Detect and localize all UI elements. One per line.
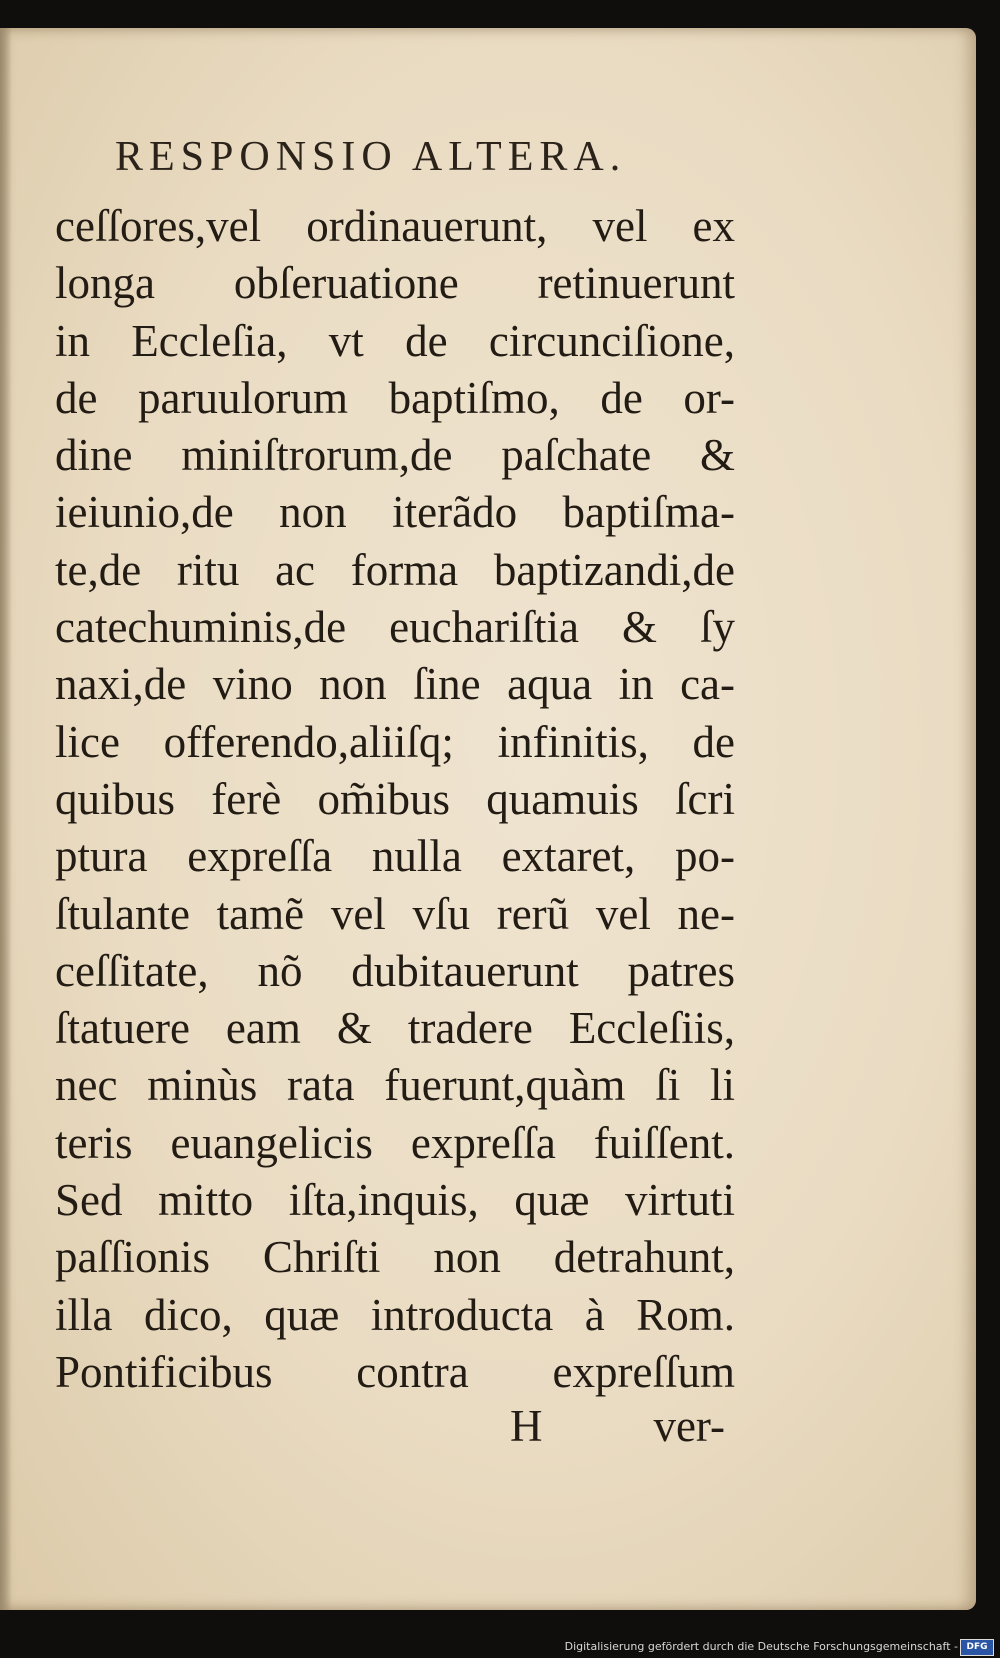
dfg-logo: DFG xyxy=(960,1639,994,1656)
text-line: te,de ritu ac forma baptizandi,de xyxy=(55,544,735,595)
digitization-credit: Digitalisierung gefördert durch die Deutsche Forschungsgemeinschaft - xyxy=(564,1640,958,1653)
text-line: lice offerendo,aliiſq; infinitis, de xyxy=(55,716,735,767)
book-page xyxy=(0,28,976,1610)
text-line: teris euangelicis expreſſa fuiſſent. xyxy=(55,1117,735,1168)
running-head: RESPONSIO ALTERA. xyxy=(115,134,627,180)
text-line: catechuminis,de euchariſtia & ſy xyxy=(55,602,735,653)
text-line: longa obſeruatione retinuerunt xyxy=(55,258,735,309)
text-line: Sed mitto iſta,inquis, quæ virtuti xyxy=(55,1175,735,1226)
page-footer-line xyxy=(510,1400,725,1452)
catchword: ver- xyxy=(653,1401,725,1451)
signature-mark: H xyxy=(510,1401,543,1451)
text-line: de paruulorum baptiſmo, de or- xyxy=(55,372,735,423)
text-line: ſtulante tamẽ vel vſu rerũ vel ne- xyxy=(55,888,735,939)
text-line: Pontificibus contra expreſſum xyxy=(55,1346,735,1397)
page-gutter-shadow xyxy=(0,28,12,1610)
text-line: ptura expreſſa nulla extaret, po- xyxy=(55,831,735,882)
text-line: illa dico, quæ introducta à Rom. xyxy=(55,1289,735,1340)
text-line: quibus ferè om̃ibus quamuis ſcri xyxy=(55,773,735,824)
text-line: ceſſitate, nõ dubitauerunt patres xyxy=(55,945,735,996)
text-line: ceſſores,vel ordinauerunt, vel ex xyxy=(55,201,735,251)
text-line: ieiunio,de non iterãdo baptiſma- xyxy=(55,487,735,538)
text-line: ſtatuere eam & tradere Eccleſiis, xyxy=(55,1003,735,1054)
text-line: dine miniſtrorum,de paſchate & xyxy=(55,430,735,481)
text-line: nec minùs rata fuerunt,quàm ſi li xyxy=(55,1060,735,1111)
body-text xyxy=(55,198,735,1401)
text-line: in Eccleſia, vt de circunciſione, xyxy=(55,315,735,366)
text-line: paſſionis Chriſti non detrahunt, xyxy=(55,1232,735,1283)
text-line: naxi,de vino non ſine aqua in ca- xyxy=(55,659,735,710)
